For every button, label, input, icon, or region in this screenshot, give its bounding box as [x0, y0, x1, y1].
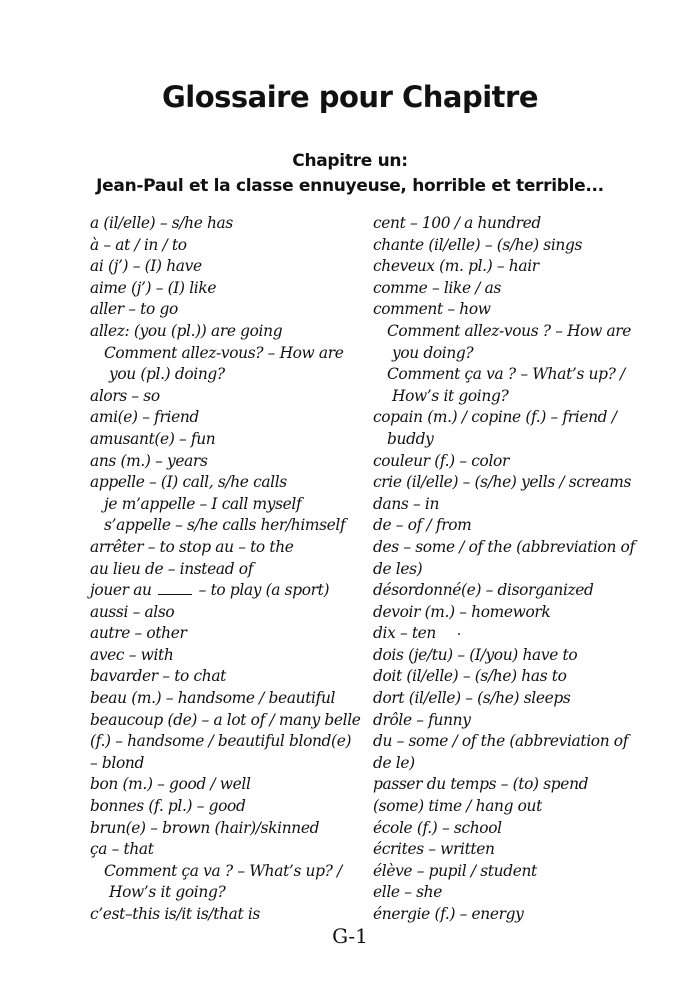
glossary-entry: appelle – (I) call, s/he calls	[90, 473, 287, 492]
glossary-entry: arrêter – to stop au – to the	[90, 537, 294, 556]
glossary-entry: devoir (m.) – homework	[373, 602, 551, 621]
glossary-entry: beaucoup (de) – a lot of / many belle	[90, 710, 361, 729]
glossary-entry-continued: de le)	[373, 753, 415, 772]
entry-before-blank: jouer au	[90, 581, 157, 600]
glossary-entry: amusant(e) – fun	[90, 429, 216, 448]
glossary-example: Comment allez-vous? – How are	[104, 343, 344, 362]
glossary-example-continued: How’s it going?	[392, 386, 509, 405]
glossary-entry: cheveux (m. pl.) – hair	[373, 257, 539, 276]
glossary-entry-continued: buddy	[387, 429, 434, 448]
blank-line	[158, 582, 192, 595]
glossary-entry: autre – other	[90, 624, 187, 643]
glossary-entry: comme – like / as	[373, 278, 502, 297]
glossary-entry: des – some / of the (abbreviation of	[373, 537, 635, 556]
glossary-entry: à – at / in / to	[90, 235, 187, 254]
glossary-entry: crie (il/elle) – (s/he) yells / screams	[373, 473, 632, 492]
entry-after-blank: – to play (a sport)	[194, 581, 330, 600]
glossary-example: Comment allez-vous ? – How are	[387, 321, 632, 340]
glossary-entry: dois (je/tu) – (I/you) have to	[373, 645, 578, 664]
stray-dot-mark	[458, 633, 460, 635]
glossary-entry: écrites – written	[373, 840, 495, 859]
glossary-example-continued: How’s it going?	[109, 883, 226, 902]
glossary-entry: ans (m.) – years	[90, 451, 208, 470]
glossary-example: Comment ça va ? – What’s up? /	[387, 365, 625, 384]
glossary-column-right	[373, 213, 663, 926]
glossary-entry: elle – she	[373, 883, 442, 902]
glossary-example: Comment ça va ? – What’s up? /	[104, 861, 342, 880]
glossary-entry: ça – that	[90, 840, 154, 859]
glossary-entry: beau (m.) – handsome / beautiful	[90, 689, 336, 708]
glossary-column-left	[90, 213, 360, 926]
glossary-example: s’appelle – s/he calls her/himself	[104, 516, 346, 535]
glossary-entry-continued: de les)	[373, 559, 423, 578]
glossary-entry: avec – with	[90, 645, 174, 664]
glossary-entry: bonnes (f. pl.) – good	[90, 797, 246, 816]
glossary-entry: allez: (you (pl.)) are going	[90, 321, 283, 340]
glossary-entry: chante (il/elle) – (s/he) sings	[373, 235, 583, 254]
glossary-entry: bon (m.) – good / well	[90, 775, 251, 794]
glossary-entry: cent – 100 / a hundred	[373, 214, 541, 232]
chapter-subtitle: Jean-Paul et la classe ennuyeuse, horrible et terrible...	[96, 176, 604, 196]
glossary-entry: élève – pupil / student	[373, 861, 537, 880]
glossary-entry: comment – how	[373, 300, 491, 319]
glossary-entry: brun(e) – brown (hair)/skinned	[90, 818, 320, 837]
glossary-entry: ai (j’) – (I) have	[90, 257, 202, 276]
glossary-entry: aller – to go	[90, 300, 178, 319]
glossary-entry: aime (j’) – (I) like	[90, 278, 217, 297]
page-title: Glossaire pour Chapitre	[161, 80, 539, 114]
glossary-entry: doit (il/elle) – (s/he) has to	[373, 667, 567, 686]
glossary-entry: école (f.) – school	[373, 818, 502, 837]
glossary-entry: bavarder – to chat	[90, 667, 226, 686]
glossary-entry: drôle – funny	[373, 710, 471, 729]
glossary-entry: a (il/elle) – s/he has	[90, 214, 233, 232]
glossary-entry-continued: (some) time / hang out	[373, 797, 542, 816]
glossary-entry: ami(e) – friend	[90, 408, 199, 427]
glossary-entry: du – some / of the (abbreviation of	[373, 732, 629, 751]
glossary-entry: (f.) – handsome / beautiful blond(e)	[90, 732, 352, 751]
glossary-example-continued: you doing?	[392, 343, 474, 362]
glossary-entry: alors – so	[90, 386, 160, 405]
glossary-entry: c’est–this is/it is/that is	[90, 905, 260, 923]
glossary-entry: dort (il/elle) – (s/he) sleeps	[373, 689, 571, 708]
glossary-entry: couleur (f.) – color	[373, 451, 509, 470]
glossary-entry: passer du temps – (to) spend	[373, 775, 589, 794]
glossary-entry: au lieu de – instead of	[90, 559, 254, 578]
glossary-example: je m’appelle – I call myself	[104, 494, 302, 513]
glossary-entry: dix – ten	[373, 624, 436, 643]
glossary-entry: énergie (f.) – energy	[373, 905, 524, 923]
glossary-entry: dans – in	[373, 494, 440, 513]
glossary-entry: désordonné(e) – disorganized	[373, 581, 594, 600]
page-number: G-1	[332, 924, 368, 948]
glossary-entry-with-blank	[90, 580, 360, 602]
glossary-entry: de – of / from	[373, 516, 472, 535]
glossary-example-continued: you (pl.) doing?	[109, 365, 225, 384]
glossary-entry: aussi – also	[90, 602, 175, 621]
chapter-heading: Chapitre un:	[292, 151, 408, 171]
glossary-entry: copain (m.) / copine (f.) – friend /	[373, 408, 617, 427]
glossary-entry: – blond	[90, 753, 144, 772]
